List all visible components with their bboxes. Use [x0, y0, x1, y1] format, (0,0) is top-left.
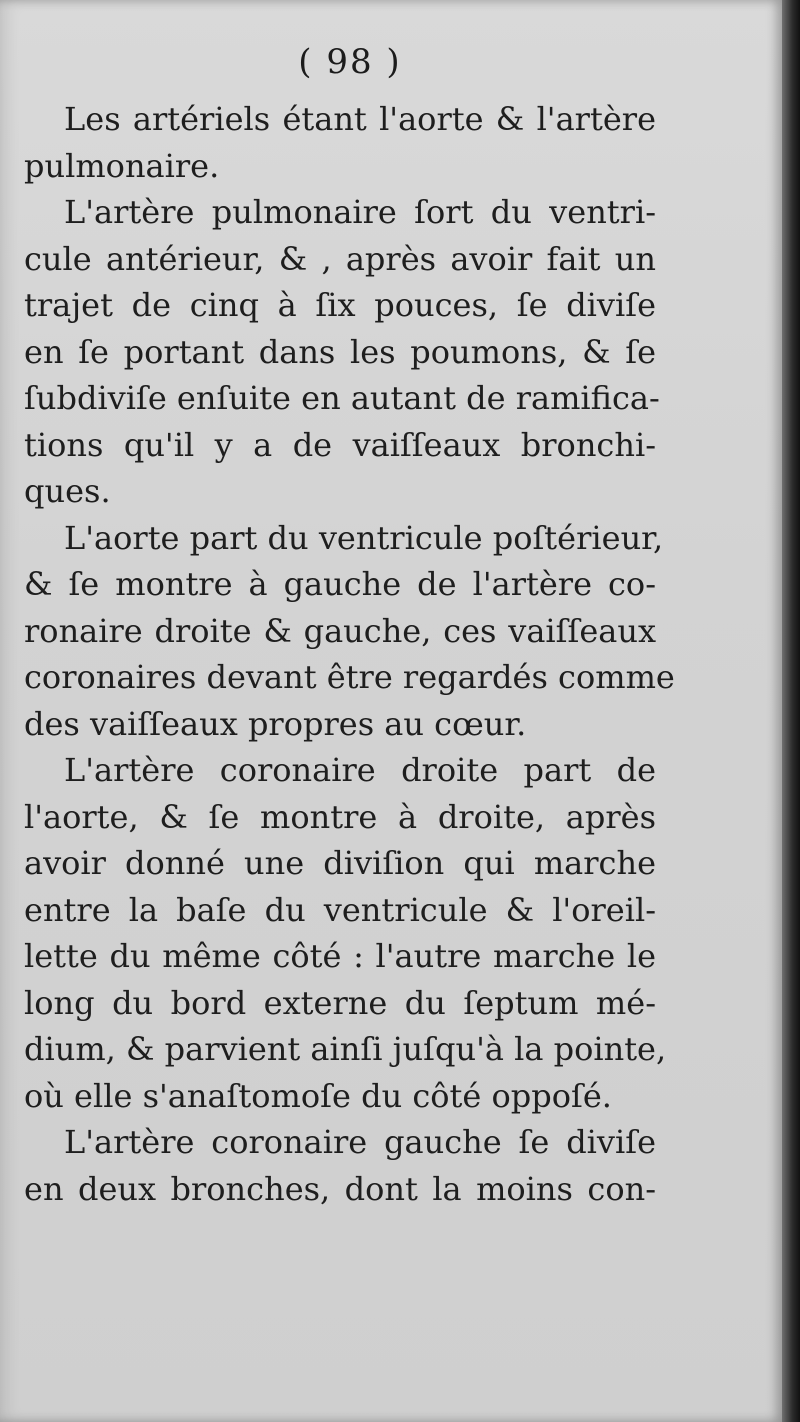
- text-line: L'artère coronaire gauche ſe diviſe: [64, 1123, 656, 1161]
- page-edge-shadow: [782, 0, 800, 1422]
- text-line: en ſe portant dans les poumons, & ſe: [24, 332, 656, 371]
- text-line: long du bord externe du ſeptum mé-: [24, 983, 656, 1022]
- text-line: ronaire droite & gauche, ces vaiſſeaux: [24, 611, 656, 650]
- body-text: [24, 96, 675, 1212]
- text-line: & ſe montre à gauche de l'artère co-: [24, 565, 656, 603]
- text-line: l'aorte, & ſe montre à droite, après: [24, 797, 656, 836]
- text-line: L'artère pulmonaire ſort du ventri-: [64, 193, 656, 231]
- text-line: cule antérieur, & , après avoir fait un: [24, 239, 656, 278]
- page-number: ( 98 ): [298, 42, 402, 82]
- text-line: pulmonaire.: [24, 146, 220, 185]
- text-line: où elle s'anaſtomoſe du côté oppoſé.: [24, 1076, 612, 1115]
- text-line: tions qu'il y a de vaiſſeaux bronchi-: [24, 425, 656, 464]
- text-line: coronaires devant être regardés comme: [24, 658, 675, 696]
- text-line: Les artériels étant l'aorte & l'artère: [64, 100, 656, 138]
- text-line: L'aorte part du ventricule poſtérieur,: [64, 518, 664, 557]
- text-line: des vaiſſeaux propres au cœur.: [24, 704, 527, 743]
- text-line: entre la baſe du ventricule & l'oreil-: [24, 890, 656, 929]
- text-line: en deux bronches, dont la moins con-: [24, 1169, 656, 1208]
- text-line: ques.: [24, 472, 111, 510]
- text-line: L'artère coronaire droite part de: [64, 751, 656, 789]
- text-line: dium, & parvient ainſi juſqu'à la pointe,: [24, 1030, 667, 1068]
- text-line: trajet de cinq à ſix pouces, ſe diviſe: [24, 286, 656, 324]
- text-line: lette du même côté : l'autre marche le: [24, 937, 656, 975]
- text-line: avoir donné une diviſion qui marche: [24, 844, 656, 882]
- text-line: ſubdiviſe enſuite en autant de ramifica-: [24, 379, 660, 417]
